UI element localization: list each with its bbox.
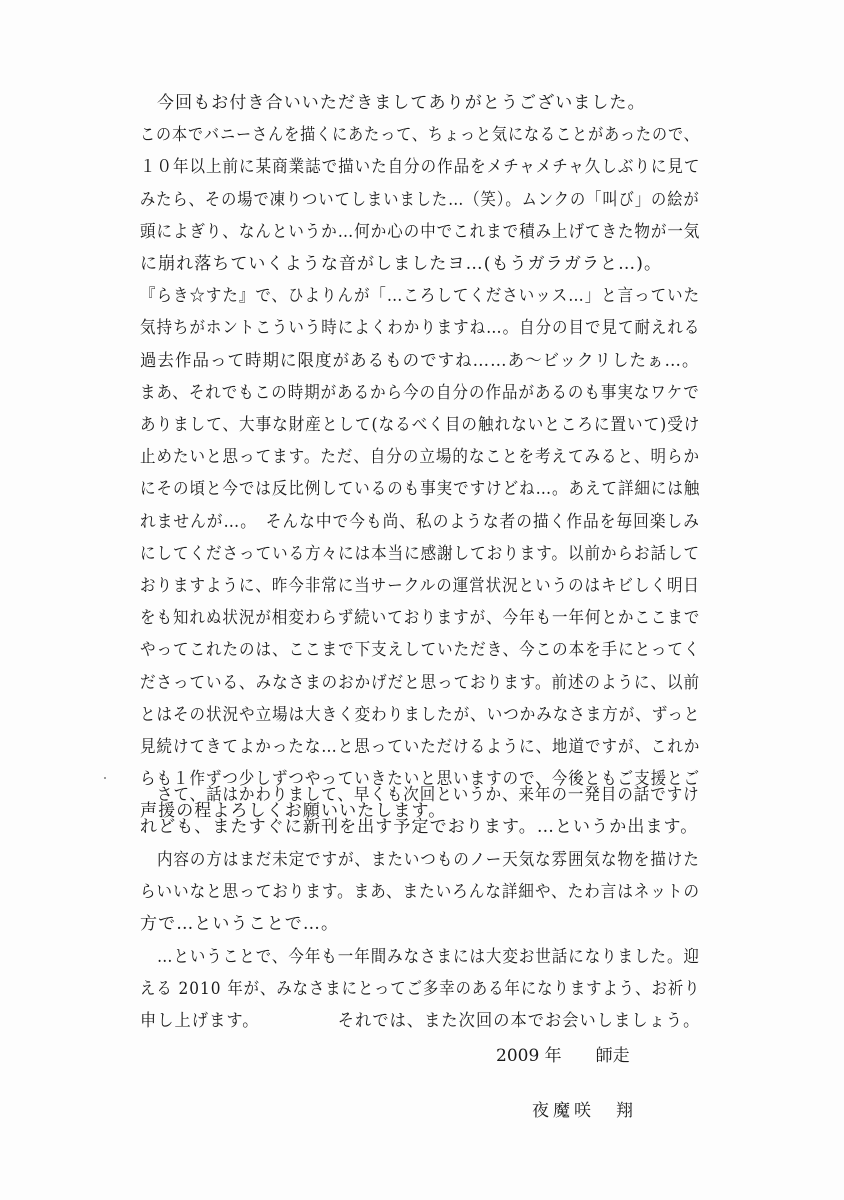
text-line: 見続けてきてよかったな…と思っていただけるように、地道ですが、これか [140, 737, 701, 757]
text-line: 申し上げます。 それでは、また次回の本でお会いしましょう。 [140, 1011, 701, 1032]
text-line: 気持ちがホントこういう時によくわかりますね…。自分の目で見て耐えれる [140, 318, 701, 339]
text-line: 過去作品って時期に限度があるものですね……あ～ビックリしたぁ…。 [140, 350, 700, 371]
text-line: とはその状況や立場は大きく変わりましたが、いつかみなさま方が、ずっと [140, 704, 701, 725]
text-line: 『らき☆すた』で、ひよりんが「…ころしてくださいッス…」と言っていた [140, 286, 701, 307]
text-line: をも知れぬ状況が相変わらず続いておりますが、今年も一年何とかここまで [140, 608, 701, 629]
text-line: れませんが…。 そんな中で今も尚、私のような者の描く作品を毎回楽しみ [140, 511, 700, 532]
letter-date: 2009 年 師走 [496, 1046, 630, 1066]
text-line: おりますように、昨今非常に当サークルの運営状況というのはキビしく明日 [140, 576, 700, 596]
letter-author: 夜魔咲 翔 [532, 1101, 637, 1121]
text-line: れども、またすぐに新刊を出す予定でおります。…というか出ます。 [140, 817, 699, 838]
text-line: 今回もお付き合いいただきましてありがとうございました。 [157, 93, 646, 113]
text-line: やってこれたのは、ここまで下支えしていただき、今この本を手にとってく [140, 640, 701, 661]
text-line: 方で…ということで…。 [140, 914, 340, 935]
text-line: この本でバニーさんを描くにあたって、ちょっと気になることがあったので、 [140, 125, 700, 146]
text-line: にその頃と今では反比例しているのも事実ですけどね…。あえて詳細には触 [140, 479, 701, 500]
text-line: みたら、その場で凍りついてしまいました…（笑）。ムンクの「叫び」の絵が [140, 189, 700, 210]
text-line: １０年以上前に某商業誌で描いた自分の作品をメチャメチャ久しぶりに見て [140, 157, 701, 178]
text-line: 止めたいと思ってます。ただ、自分の立場的なことを考えてみると、明らか [140, 447, 701, 468]
text-line: らいいなと思っております。まあ、またいろんな詳細や、たわ言はネットの [140, 881, 701, 902]
text-line: ありまして、大事な財産として(なるべく目の触れないところに置いて)受け [140, 415, 701, 435]
text-line: …ということで、今年も一年間みなさまには大変お世話になりました。迎 [157, 946, 700, 967]
text-line: 内容の方はまだ未定ですが、またいつものノー天気な雰囲気な物を描けた [157, 849, 700, 870]
text-line: 頭によぎり、なんというか…何か心の中でこれまで積み上げてきた物が一気 [140, 221, 701, 242]
text-line: ださっている、みなさまのおかげだと思っております。前述のように、以前 [140, 672, 701, 693]
text-line: にしてくださっている方々には本当に感謝しております。以前からお話して [140, 543, 701, 564]
text-line: 声援の程よろしくお願いいたします。 [140, 801, 447, 822]
text-line: まあ、それでもこの時期があるから今の自分の作品があるのも事実なワケで [140, 382, 700, 403]
scan-mark [104, 777, 106, 779]
text-line: に崩れ落ちていくような音がしましたヨ…(もうガラガラと…)。 [140, 254, 663, 274]
text-line: らも１作ずつ少しずつやっていきたいと思いますので、今後ともご支援とご [140, 769, 701, 790]
text-line: える 2010 年が、みなさまにとってご多幸のある年になりますよう、お祈り [140, 978, 701, 999]
text-line: さて、話はかわりまして、早くも次回というか、来年の一発目の話ですけ [157, 785, 700, 805]
